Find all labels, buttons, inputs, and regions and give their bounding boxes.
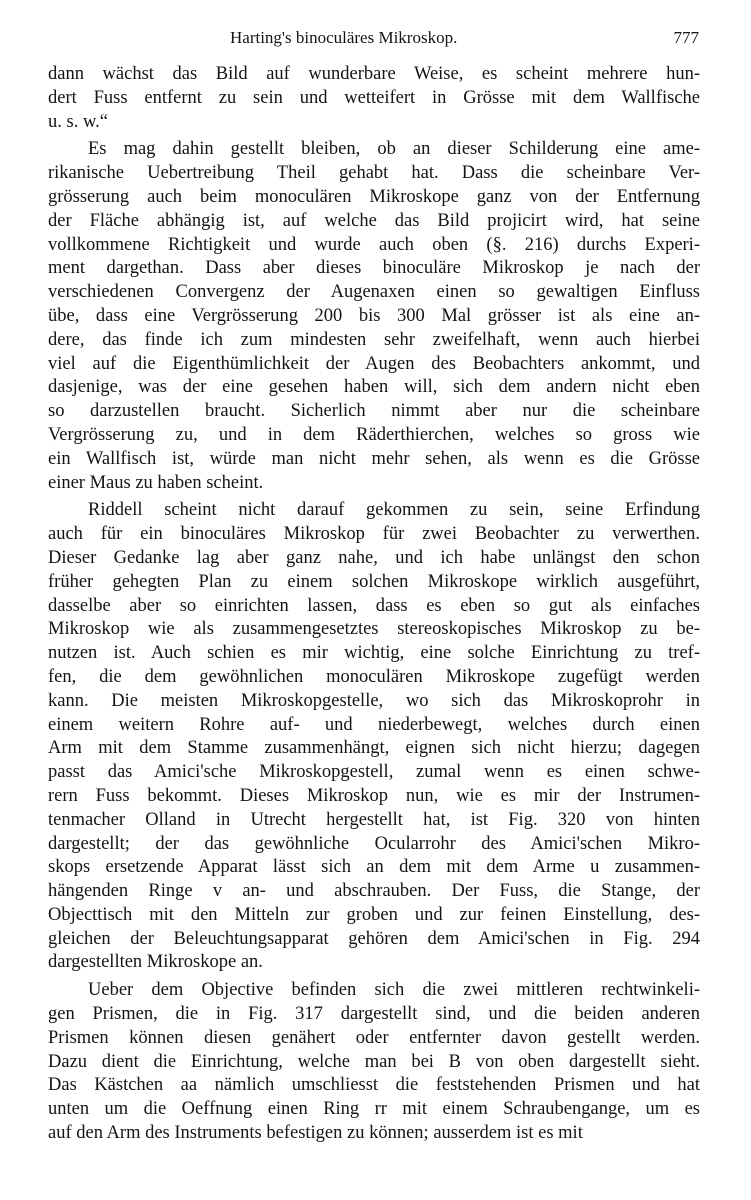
text-line: der Fläche abhängig ist, auf welche das Bild projicirt wird, hat seine bbox=[48, 210, 700, 231]
text-line: auf den Arm des Instruments befestigen zu können; ausserdem ist es mit bbox=[48, 1123, 583, 1144]
body-text bbox=[48, 63, 700, 1146]
text-line: Ueber dem Objective befinden sich die zwei mittleren rechtwinkeli- bbox=[88, 980, 700, 1001]
page-number: 777 bbox=[673, 28, 699, 47]
text-line: ment dargethan. Dass aber dieses binoculäre Mikroskop je nach der bbox=[48, 258, 700, 279]
text-line: grösserung auch beim monoculären Mikroskope ganz von der Entfernung bbox=[48, 186, 700, 207]
text-line: einer Maus zu haben scheint. bbox=[48, 472, 264, 493]
header-title: Harting's binoculäres Mikroskop. bbox=[230, 28, 458, 47]
paragraph bbox=[48, 499, 700, 975]
text-line: Objecttisch mit den Mitteln zur groben und zur feinen Einstellung, des- bbox=[48, 904, 700, 925]
text-line: Riddell scheint nicht darauf gekommen zu sein, seine Erfindung bbox=[88, 500, 700, 521]
text-line: unten um die Oeffnung einen Ring rr mit einem Schraubengange, um es bbox=[48, 1099, 700, 1120]
text-line: verschiedenen Convergenz der Augenaxen einen so gewaltigen Einfluss bbox=[48, 282, 700, 303]
text-line: auch für ein binoculäres Mikroskop für zwei Beobachter zu verwerthen. bbox=[48, 524, 700, 545]
text-line: dann wächst das Bild auf wunderbare Weise, es scheint mehrere hun- bbox=[48, 64, 700, 84]
text-line: Mikroskop wie als zusammengesetztes stereoskopisches Mikroskop zu be- bbox=[48, 619, 700, 640]
text-line: so darzustellen braucht. Sicherlich nimmt aber nur die scheinbare bbox=[48, 401, 700, 422]
text-line: gleichen der Beleuchtungsapparat gehören dem Amici'schen in Fig. 294 bbox=[48, 928, 700, 949]
running-header bbox=[40, 28, 699, 50]
text-line: Arm mit dem Stamme zusammenhängt, eignen sich nicht hierzu; dagegen bbox=[48, 738, 700, 759]
text-line: dere, das finde ich zum mindesten sehr zweifelhaft, wenn auch hierbei bbox=[48, 329, 700, 350]
paragraph bbox=[48, 979, 700, 1146]
paragraph bbox=[48, 138, 700, 495]
text-line: Dazu dient die Einrichtung, welche man bei B von oben dargestellt sieht. bbox=[48, 1051, 700, 1072]
text-line: gen Prismen, die in Fig. 317 dargestellt sind, und die beiden anderen bbox=[48, 1004, 700, 1025]
text-line: vollkommene Richtigkeit und wurde auch oben (§. 216) durchs Experi- bbox=[48, 234, 700, 255]
text-line: rikanische Uebertreibung Theil gehabt hat. Dass die scheinbare Ver- bbox=[48, 163, 700, 184]
text-line: übe, dass eine Vergrösserung 200 bis 300 Mal grösser ist als eine an- bbox=[48, 305, 700, 326]
text-line: einem weitern Rohre auf- und niederbewegt, welches durch einen bbox=[48, 714, 700, 735]
text-line: Das Kästchen aa nämlich umschliesst die feststehenden Prismen und hat bbox=[48, 1075, 700, 1096]
text-line: dargestellt; der das gewöhnliche Ocularrohr des Amici'schen Mikro- bbox=[48, 833, 700, 854]
text-line: kann. Die meisten Mikroskopgestelle, wo sich das Mikroskoprohr in bbox=[48, 690, 700, 711]
text-line: dert Fuss entfernt zu sein und wetteifert in Grösse mit dem Wallfische bbox=[48, 87, 700, 108]
text-line: nutzen ist. Auch schien es mir wichtig, eine solche Einrichtung zu tref- bbox=[48, 643, 700, 664]
text-line: früher gehegten Plan zu einem solchen Mikroskope wirklich ausgeführt, bbox=[48, 571, 700, 592]
text-line: passt das Amici'sche Mikroskopgestell, zumal wenn es einen schwe- bbox=[48, 762, 700, 783]
text-line: Prismen können diesen genähert oder entfernter davon gestellt werden. bbox=[48, 1027, 700, 1048]
text-line: dasselbe aber so einrichten lassen, dass es eben so gut als einfaches bbox=[48, 595, 700, 616]
text-line: skops ersetzende Apparat lässt sich an dem mit dem Arme u zusammen- bbox=[48, 857, 700, 878]
text-line: fen, die dem gewöhnlichen monoculären Mikroskope zugefügt werden bbox=[48, 666, 700, 687]
text-line: hängenden Ringe v an- und abschrauben. Der Fuss, die Stange, der bbox=[48, 881, 700, 902]
paragraph bbox=[48, 63, 700, 134]
text-line: u. s. w.“ bbox=[48, 111, 108, 132]
text-line: tenmacher Olland in Utrecht hergestellt hat, ist Fig. 320 von hinten bbox=[48, 809, 700, 830]
text-line: Dieser Gedanke lag aber ganz nahe, und ich habe unlängst den schon bbox=[48, 547, 700, 568]
text-line: rern Fuss bekommt. Dieses Mikroskop nun, wie es mir der Instrumen- bbox=[48, 785, 700, 806]
text-line: ein Wallfisch ist, würde man nicht mehr sehen, als wenn es die Grösse bbox=[48, 448, 700, 469]
text-line: Es mag dahin gestellt bleiben, ob an dieser Schilderung eine ame- bbox=[88, 139, 700, 160]
text-line: Vergrösserung zu, und in dem Räderthierchen, welches so gross wie bbox=[48, 424, 700, 445]
text-line: dasjenige, was der eine gesehen haben will, sich dem andern nicht eben bbox=[48, 377, 700, 398]
text-line: viel auf die Eigenthümlichkeit der Augen des Beobachters ankommt, und bbox=[48, 353, 700, 374]
text-line: dargestellten Mikroskope an. bbox=[48, 952, 263, 973]
